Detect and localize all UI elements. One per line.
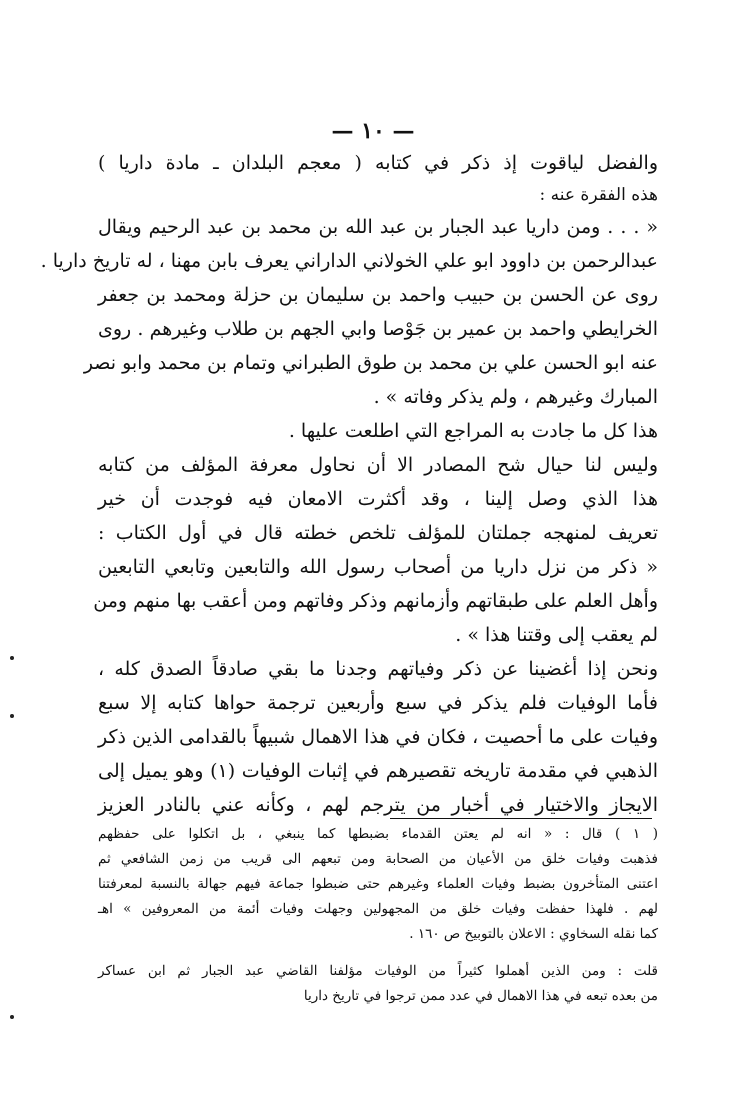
text-line: هذا كل ما جادت به المراجع التي اطلعت عليها . (288, 420, 658, 442)
footnote-line: اعتنى المتأخرون بضبط وفيات العلماء وغيرهم حتى ضبطوا جماعة فيهم جهالة بالنسبة لمعرفتنا (98, 876, 658, 892)
text-line: عبدالرحمن بن داوود ابو علي الخولاني الداراني يعرف بابن مهنا ، له تاريخ داريا . (40, 250, 658, 272)
text-line: لم يعقب إلى وقتنا هذا » . (455, 624, 658, 646)
text-line: ونحن إذا أغضينا عن ذكر وفياتهم وجدنا ما بقي صادقاً الصدق كله ، (98, 658, 658, 680)
main-text (40, 146, 658, 822)
footnote-line: كما نقله السخاوي : الاعلان بالتوبيخ ص ١٦٠ . (409, 926, 658, 942)
footnote-line: من بعده تبعه في هذا الاهمال في عدد ممن ترجوا في تاريخ داريا (303, 988, 658, 1004)
scan-speck (10, 714, 14, 718)
text-line: هذا الذي وصل إلينا ، وقد أكثرت الامعان فيه فوجدت أن خير (98, 488, 658, 510)
text-line: فأما الوفيات فلم يذكر في سبع وأربعين ترجمة حواها كتابه إلا سبع (98, 692, 658, 714)
text-line: الخرايطي واحمد بن عمير بن جَوْصا وابي الجهم بن طلاب وغيرهم . روى (98, 318, 658, 340)
footnote-line: ( ١ ) قال : « انه لم يعتن القدماء بضبطها كما ينبغي ، بل اتكلوا على حفظهم (98, 826, 658, 842)
text-line: الايجاز والاختيار في أخبار من يترجم لهم ، وكأنه عني بالنادر العزيز (98, 794, 658, 816)
footnote-line: لهم . فلهذا حفظت وفيات خلق من المجهولين وجهلت وفيات أئمة من المعروفين » اهـ (98, 901, 658, 917)
scan-speck (10, 1015, 14, 1019)
footnote-line: قلت : ومن الذين أهملوا كثيراً من الوفيات مؤلفنا القاضي عبد الجبار ثم ابن عساكر (98, 963, 658, 979)
footnote-separator (390, 818, 652, 819)
text-line: « . . . ومن داريا عبد الجبار بن عبد الله بن محمد بن عبد الرحيم ويقال (98, 216, 658, 238)
footnotes (98, 822, 658, 1009)
footnote-line: فذهبت وفيات خلق من الأعيان من الصحابة ومن تبعهم الى قريب من زمن الشافعي ثم (98, 851, 658, 867)
text-line: وليس لنا حيال شح المصادر الا أن نحاول معرفة المؤلف من كتابه (98, 454, 658, 476)
text-line: هذه الفقرة عنه : (539, 185, 658, 205)
text-line: روى عن الحسن بن حبيب واحمد بن سليمان بن حزلة ومحمد بن جعفر (98, 284, 658, 306)
text-line: وأهل العلم على طبقاتهم وأزمانهم وذكر وفاتهم ومن أعقب بها منهم ومن (93, 590, 658, 612)
text-line: الذهبي في مقدمة تاريخه تقصيرهم في إثبات الوفيات (١) وهو يميل إلى (98, 760, 658, 782)
text-line: تعريف لمنهجه جملتان للمؤلف تلخص خطته قال في أول الكتاب : (98, 522, 658, 544)
text-line: المبارك وغيرهم ، ولم يذكر وفاته » . (373, 386, 658, 408)
text-line: « ذكر من نزل داريا من أصحاب رسول الله والتابعين وتابعي التابعين (98, 556, 658, 578)
page-number: — ١٠ — (331, 118, 415, 144)
text-line: وفيات على ما أحصيت ، فكان في هذا الاهمال شبيهاً بالقدامى الذين ذكر (98, 726, 658, 748)
text-line: عنه ابو الحسن علي بن محمد بن طوق الطبراني وتمام بن محمد وابو نصر (83, 352, 658, 374)
scan-speck (10, 656, 14, 660)
text-line: والفضل لياقوت إذ ذكر في كتابه ( معجم البلدان ـ مادة داريا ) (98, 152, 658, 174)
